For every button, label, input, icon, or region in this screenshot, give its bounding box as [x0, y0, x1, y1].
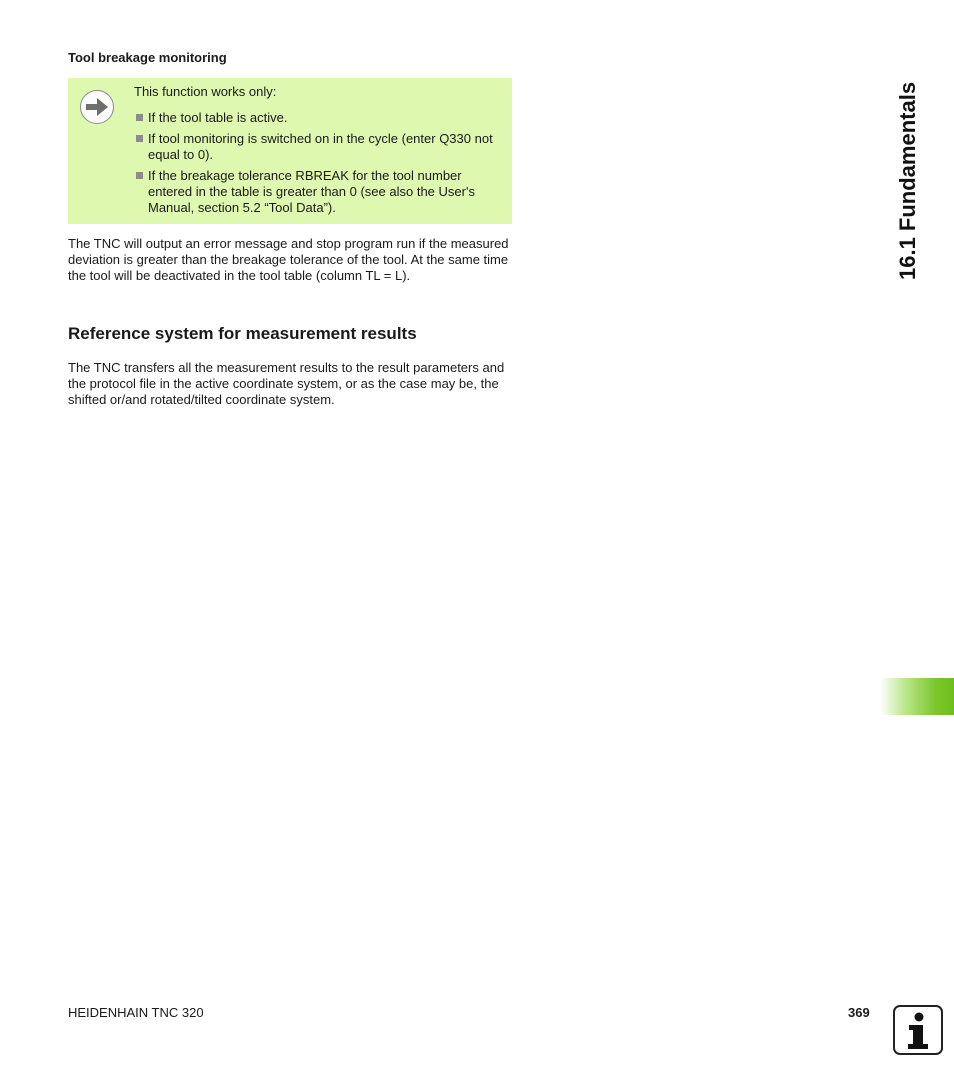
arrow-right-icon: [80, 90, 114, 124]
chapter-tab: [880, 678, 954, 715]
bullet-icon: [136, 172, 143, 179]
chapter-side-title: 16.1 Fundamentals: [895, 81, 920, 280]
list-item: If the breakage tolerance RBREAK for the tool number entered in the table is greater than 0 (see also the User's Manual, section 5.2 “Tool Data”).: [134, 168, 506, 216]
note-intro: This function works only:: [134, 84, 277, 99]
bullet-icon: [136, 114, 143, 121]
list-item: If tool monitoring is switched on in the cycle (enter Q330 not equal to 0).: [134, 131, 506, 163]
paragraph-error-message: The TNC will output an error message and stop program run if the measured deviation is greater than the breakage tolerance of the tool. At the same time the tool will be deactivated in the tool table (column TL = L).: [68, 236, 509, 283]
note-list: [134, 110, 506, 221]
footer-product: HEIDENHAIN TNC 320: [68, 1005, 204, 1020]
page-number: 369: [848, 1005, 870, 1020]
info-icon: [893, 1005, 943, 1055]
subsection-title: Tool breakage monitoring: [68, 50, 227, 65]
section-heading: Reference system for measurement results: [68, 324, 417, 343]
paragraph-reference-system: The TNC transfers all the measurement results to the result parameters and the protocol file in the active coordinate system, or as the case may be, the shifted or/and rotated/tilted coordinate system.: [68, 360, 505, 407]
note-box: [68, 78, 512, 224]
bullet-icon: [136, 135, 143, 142]
list-item: If the tool table is active.: [134, 110, 506, 126]
